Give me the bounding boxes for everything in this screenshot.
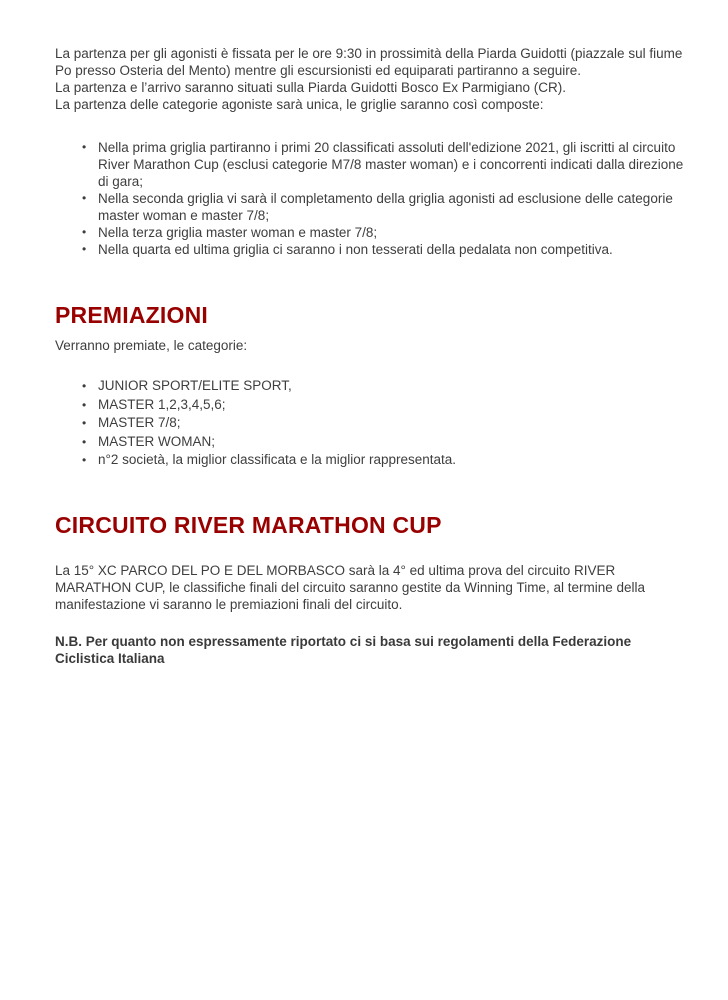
category-text: MASTER 7/8; — [98, 415, 181, 430]
category-item — [82, 414, 687, 433]
intro-paragraph-start: La partenza per gli agonisti è fissata per le ore 9:30 in prossimità della Piarda Guidotti (piazzale sul fiume Po presso Osteria del Mento) mentre gli escursionisti ed equiparati partiranno a seguire. — [55, 46, 683, 78]
categories-list — [55, 377, 687, 470]
grid-rule-item — [82, 241, 687, 258]
category-item — [82, 377, 687, 396]
category-text: n°2 società, la miglior classificata e la miglior rappresentata. — [98, 452, 457, 467]
grid-rule-text: Nella prima griglia partiranno i primi 20 classificati assoluti dell'edizione 2021, gli iscritti al circuito River Marathon Cup (esclusi categorie M7/8 master woman) e i concorrenti indicati dalla direzione di gara; — [98, 140, 684, 189]
category-text: JUNIOR SPORT/ELITE SPORT, — [98, 378, 292, 393]
intro-paragraph-grids: La partenza delle categorie agoniste sarà unica, le griglie saranno così composte: — [55, 97, 544, 112]
bullet-icon: • — [82, 397, 87, 412]
circuito-section — [55, 512, 687, 667]
grid-rule-item — [82, 190, 687, 224]
grid-rules-list — [55, 139, 687, 258]
grid-rule-text: Nella terza griglia master woman e master 7/8; — [98, 225, 378, 240]
nb-note: N.B. Per quanto non espressamente riportato ci si basa sui regolamenti della Federazione Ciclistica Italiana — [55, 633, 632, 666]
premiazioni-lead: Verranno premiate, le categorie: — [55, 338, 248, 353]
bullet-icon: • — [82, 242, 87, 256]
category-item — [82, 451, 687, 470]
bullet-icon: • — [82, 416, 87, 430]
category-text: MASTER WOMAN; — [98, 433, 215, 449]
grid-rule-text: Nella seconda griglia vi sarà il completamento della griglia agonisti ad esclusione delle categorie master woman e master 7/8; — [98, 191, 673, 223]
circuito-paragraph: La 15° XC PARCO DEL PO E DEL MORBASCO sarà la 4° ed ultima prova del circuito RIVER MARATHON CUP, le classifiche finali del circuito saranno gestite da Winning Time, al termine della manifestazione vi saranno le premiazioni finali del circuito. — [55, 562, 645, 612]
bullet-icon: • — [82, 379, 87, 393]
bullet-icon: • — [82, 434, 87, 449]
bullet-icon: • — [82, 191, 87, 205]
bullet-icon: • — [82, 140, 87, 154]
grid-rule-item — [82, 224, 687, 241]
grid-rule-item — [82, 139, 687, 190]
category-item — [82, 433, 687, 452]
intro-section — [55, 45, 687, 258]
grid-rule-text: Nella quarta ed ultima griglia ci saranno i non tesserati della pedalata non competitiva. — [98, 242, 613, 257]
category-text: MASTER 1,2,3,4,5,6; — [98, 396, 226, 412]
premiazioni-heading: PREMIAZIONI — [55, 302, 208, 328]
category-item — [82, 396, 687, 415]
intro-paragraph-location: La partenza e l’arrivo saranno situati sulla Piarda Guidotti Bosco Ex Parmigiano (CR). — [55, 80, 566, 95]
bullet-icon: • — [82, 225, 87, 239]
circuito-heading: CIRCUITO RIVER MARATHON CUP — [55, 511, 442, 538]
premiazioni-section — [55, 302, 687, 470]
bullet-icon: • — [82, 453, 87, 467]
